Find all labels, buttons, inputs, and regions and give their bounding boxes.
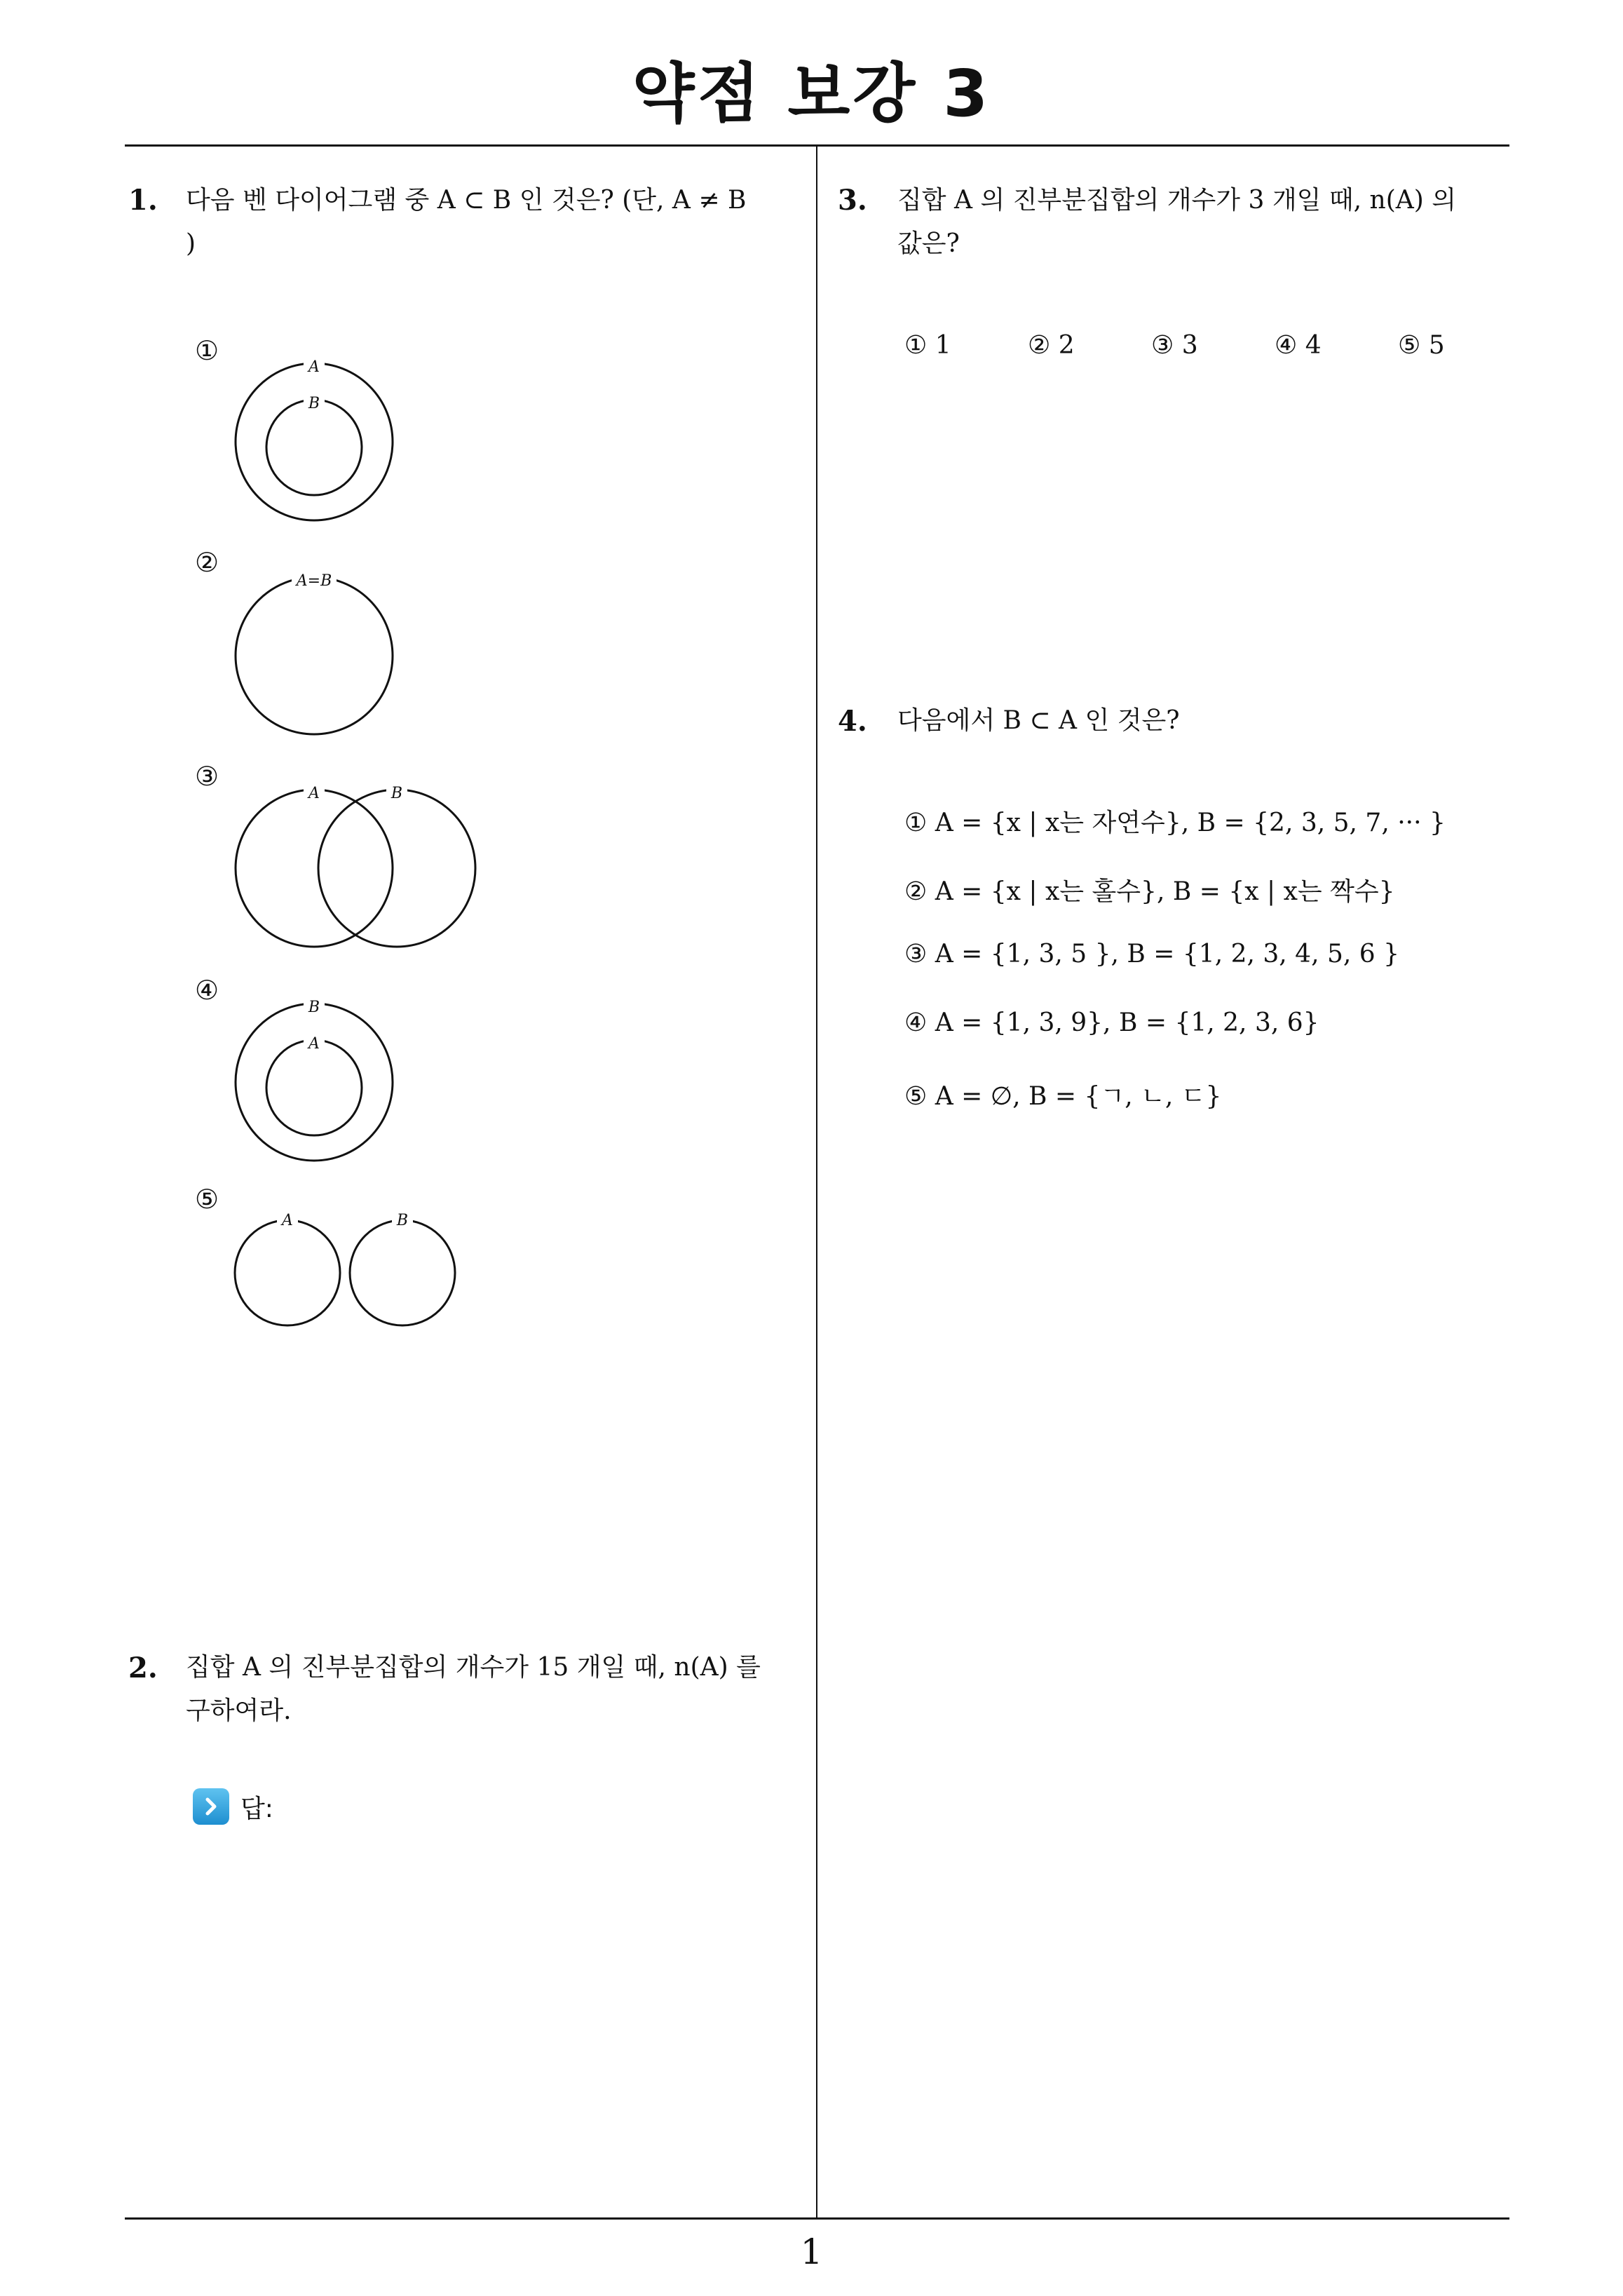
venn-circle-outer: [236, 1004, 393, 1161]
q1-text: [186, 179, 803, 266]
q1-option-5-label[interactable]: ⑤: [195, 1184, 219, 1215]
q4-line1: 다음에서 B ⊂ A 인 것은?: [897, 706, 1180, 735]
q3-choice-1[interactable]: ① 1: [904, 331, 951, 360]
q3-choice-5[interactable]: ⑤ 5: [1398, 331, 1445, 360]
venn-label-inner: A: [308, 1035, 320, 1053]
venn-label-inner: B: [308, 395, 320, 412]
venn-circle-outer: [236, 363, 393, 520]
q1-line2: ): [186, 229, 196, 258]
q4-number: 4.: [838, 705, 867, 738]
q2-text: [186, 1646, 803, 1733]
page-title: 약점 보강 3: [632, 56, 991, 131]
q3-choice-2[interactable]: ② 2: [1028, 331, 1075, 360]
q3-choice-4[interactable]: ④ 4: [1275, 331, 1322, 360]
q1-option-1-label[interactable]: ①: [195, 335, 219, 366]
venn-circle-right: [350, 1220, 455, 1325]
q1-option-2-venn[interactable]: [224, 565, 407, 747]
venn-label-outer: B: [308, 999, 320, 1016]
q2-answer-row[interactable]: [193, 1788, 273, 1825]
q2-number: 2.: [128, 1652, 158, 1684]
chevron-right-icon: [193, 1788, 229, 1825]
venn-label-right: B: [396, 1212, 409, 1229]
q1-option-4-venn[interactable]: [224, 991, 407, 1173]
venn-circle: [236, 577, 393, 734]
q4-choice-1[interactable]: ① A = {x | x는 자연수}, B = {2, 3, 5, 7, ··· }: [904, 809, 1446, 837]
q1-option-4-label[interactable]: ④: [195, 975, 219, 1006]
venn-label-left: A: [282, 1212, 293, 1229]
q3-number: 3.: [838, 184, 867, 217]
venn-label-left: A: [308, 785, 320, 802]
q1-option-5-venn[interactable]: [224, 1203, 463, 1343]
q3-line2: 값은?: [897, 229, 960, 258]
q1-option-3-venn[interactable]: [224, 777, 491, 959]
venn-circle-right: [318, 790, 475, 947]
q2-answer-label: 답:: [240, 1794, 273, 1823]
page-number: 1: [800, 2231, 823, 2272]
venn-label: A=B: [296, 572, 332, 590]
q4-choice-5[interactable]: ⑤ A = ∅, B = {ㄱ, ㄴ, ㄷ}: [904, 1082, 1222, 1111]
q2-line2: 구하여라.: [186, 1696, 292, 1725]
venn-circle-left: [236, 790, 393, 947]
column-divider: [816, 145, 817, 2218]
venn-circle-left: [235, 1220, 340, 1325]
venn-label-outer: A: [308, 358, 320, 376]
q1-option-1-venn[interactable]: [224, 351, 407, 533]
q2-line1: 집합 A 의 진부분집합의 개수가 15 개일 때, n(A) 를: [186, 1653, 761, 1682]
q4-choice-4[interactable]: ④ A = {1, 3, 9}, B = {1, 2, 3, 6}: [904, 1008, 1319, 1037]
q1-line1: 다음 벤 다이어그램 중 A ⊂ B 인 것은? (단, A ≠ B: [186, 186, 747, 215]
q4-text: [897, 699, 1521, 743]
q1-option-3-label[interactable]: ③: [195, 761, 219, 792]
q4-choice-3[interactable]: ③ A = {1, 3, 5 }, B = {1, 2, 3, 4, 5, 6 }: [904, 940, 1400, 968]
venn-label-right: B: [391, 785, 403, 802]
venn-circle-inner: [266, 400, 362, 495]
q1-number: 1.: [128, 184, 158, 217]
q3-line1: 집합 A 의 진부분집합의 개수가 3 개일 때, n(A) 의: [897, 186, 1457, 215]
bottom-rule: [125, 2217, 1509, 2220]
q4-choice-2[interactable]: ② A = {x | x는 홀수}, B = {x | x는 짝수}: [904, 877, 1395, 906]
venn-circle-inner: [266, 1040, 362, 1135]
q3-choice-3[interactable]: ③ 3: [1151, 331, 1198, 360]
q3-text: [897, 179, 1521, 266]
q1-option-2-label[interactable]: ②: [195, 547, 219, 578]
